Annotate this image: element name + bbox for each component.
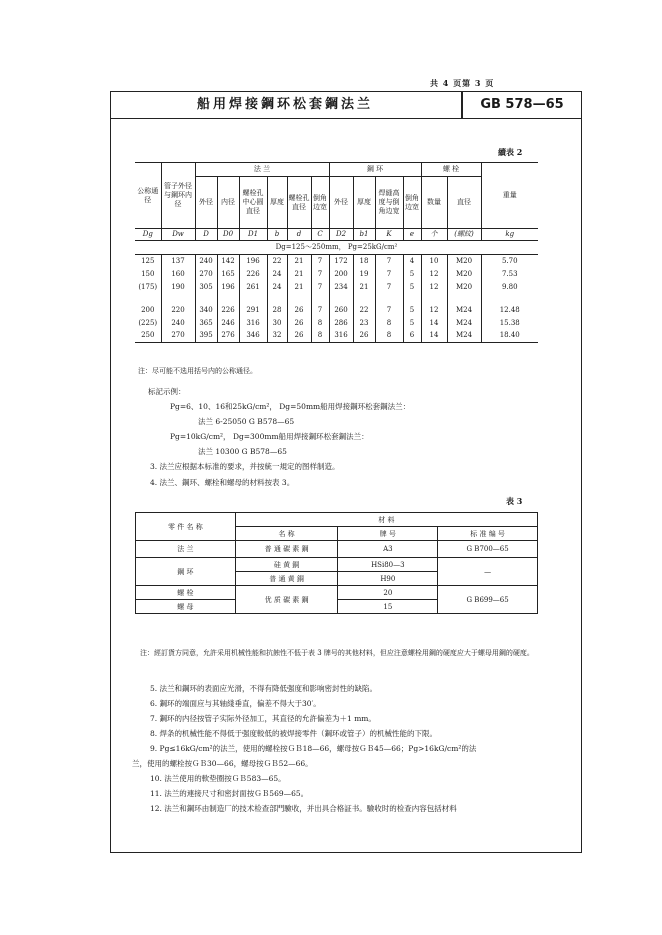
symbol-cell: Dg <box>135 229 161 241</box>
symbol-cell: (螺紋) <box>447 229 481 241</box>
symbol-cell: d <box>287 229 311 241</box>
table2-note: 注：尽可能不选用括号内的公称通径。 <box>138 367 257 375</box>
clause-item: 4. 法兰、鋼环、螺栓和螺母的材料按表 3。 <box>150 478 295 487</box>
header-part: 零 件 名 称 <box>136 513 236 541</box>
clause-item: 9. Pg≤16kG/cm²的法兰，使用的螺栓按ＧＢ18—66，螺母按ＧＢ45—66；Pg>16kG/cm²的法 <box>150 744 477 753</box>
pressure-condition: Dg=125～250mm， Pg=25kG/cm² <box>135 241 538 255</box>
header-ring: 鋼 环 <box>329 163 421 177</box>
header-bolt-dia: 直径 <box>447 177 481 229</box>
header-bolt: 螺 栓 <box>421 163 481 177</box>
symbol-cell: Dw <box>161 229 195 241</box>
table-row: 法 兰 普 通 碳 素 鋼 A3 G B700—65 <box>136 541 538 558</box>
clause-item: 10. 法兰使用的軟垫圈按ＧＢ583—65。 <box>150 774 286 783</box>
symbol-cell: D <box>195 229 217 241</box>
marking-line: Pg=6、10、16和25kG/cm²， Dg=50mm船用焊接鋼环松套鋼法兰： <box>170 402 411 411</box>
header-ring-chamfer: 倒角边宽 <box>403 177 421 229</box>
header-nominal: 公称通径 <box>135 163 161 229</box>
header-bolt-hole: 螺栓孔直径 <box>287 177 311 229</box>
header-pipe: 管子外径与鋼环内径 <box>161 163 195 229</box>
symbol-cell: 个 <box>421 229 447 241</box>
table-row: 200 220 340 226 291 28 26 7 260 22 7 5 12 M24 12.48 <box>135 304 538 317</box>
symbol-cell: kg <box>481 229 538 241</box>
table-row: 250 270 395 276 346 32 26 8 316 26 8 6 14 M24 18.40 <box>135 330 538 343</box>
table2-caption: 續表 2 <box>498 147 523 157</box>
header-ring-outer: 外径 <box>329 177 353 229</box>
header-ring-weld: 焊縫高度与倒角边宽 <box>375 177 403 229</box>
symbol-cell: b1 <box>353 229 375 241</box>
header-ring-thickness: 厚度 <box>353 177 375 229</box>
table-row: 螺 栓 优 质 碳 素 鋼 20 G B699—65 <box>136 586 538 600</box>
header-std: 标 准 编 号 <box>438 527 538 541</box>
page-number: 共 4 页第 3 页 <box>430 78 495 88</box>
marking-title: 标記示例： <box>148 387 186 396</box>
symbol-cell: D0 <box>217 229 239 241</box>
symbol-cell: C <box>311 229 329 241</box>
table-row: 125 137 240 142 196 22 21 7 172 18 7 4 10 M20 5.70 <box>135 255 538 268</box>
marking-line: 法兰 10300 G B578—65 <box>198 447 287 456</box>
marking-line: 法兰 6-25050 G B578—65 <box>198 417 295 426</box>
table-row: (175) 190 305 196 261 24 21 7 234 21 7 5 12 M20 9.80 <box>135 281 538 294</box>
clause-item: 3. 法兰应根据本标准的要求，并按統一規定的图样制造。 <box>150 462 340 471</box>
clause-item: 8. 焊条的机械性能不得低于强度較低的被焊接零件（鋼环或管子）的机械性能的下限。 <box>150 729 438 738</box>
header-flange-inner: 内径 <box>217 177 239 229</box>
header-flange: 法 兰 <box>195 163 329 177</box>
clause-item: 兰，使用的螺栓按ＧＢ30—66，螺母按ＧＢ52—66。 <box>132 759 313 768</box>
table3-caption: 表 3 <box>506 496 523 506</box>
title-box <box>110 91 582 119</box>
header-flange-thickness: 厚度 <box>267 177 287 229</box>
header-weight: 重量 <box>481 163 538 229</box>
table-row: 螺 母 15 <box>136 600 538 614</box>
table3-note: 注：經訂貨方同意，允許采用机械性能和抗蝕性不低于表 3 牌号的其他材料，但应注意螺栓用鋼的硬度应大于螺母用鋼的硬度。 <box>140 649 534 657</box>
clause-item: 7. 鋼环的内径按管子实际外径加工，其直径的允許偏差为＋1 mm。 <box>150 714 376 723</box>
symbol-cell: D2 <box>329 229 353 241</box>
header-bolt-count: 数量 <box>421 177 447 229</box>
clause-item: 5. 法兰和鋼环的表面应光滑，不得有降低强度和影响密封性的缺陷。 <box>150 684 378 693</box>
material-table <box>135 512 538 614</box>
header-flange-chamfer: 倒角边宽 <box>311 177 329 229</box>
header-grade: 牌 号 <box>338 527 438 541</box>
marking-line: Pg=10kG/cm²， Dg=300mm船用焊接鋼环松套鋼法兰： <box>170 432 369 441</box>
header-material: 材 料 <box>235 513 537 527</box>
clause-item: 11. 法兰的連接尺寸和密封面按ＧＢ569—65。 <box>150 789 309 798</box>
clause-item: 6. 鋼环的端面应与其轴綫垂直，偏差不得大于30′。 <box>150 699 321 708</box>
table-row: 普 通 黄 銅 H90 <box>136 572 538 586</box>
document-title: 船用焊接鋼环松套鋼法兰 <box>196 97 373 112</box>
header-material-name: 名 称 <box>235 527 338 541</box>
symbol-cell: e <box>403 229 421 241</box>
symbol-cell: b <box>267 229 287 241</box>
table-row: 鋼 环 硅 黄 銅 HSi80—3 — <box>136 558 538 572</box>
symbol-cell: K <box>375 229 403 241</box>
header-flange-outer: 外径 <box>195 177 217 229</box>
dimension-table <box>135 162 538 343</box>
standard-number: GB 578—65 <box>480 97 564 112</box>
header-bolt-circle: 螺栓孔中心圆直径 <box>239 177 267 229</box>
symbol-cell: D1 <box>239 229 267 241</box>
clause-item: 12. 法兰和鋼环由制造厂的技术检查部門驗收，并出具合格証书。驗收时的检查内容包括材料 <box>150 804 457 813</box>
table-row: 150 160 270 165 226 24 21 7 200 19 7 5 12 M20 7.53 <box>135 268 538 281</box>
table-row: (225) 240 365 246 316 30 26 8 286 23 8 5 14 M24 15.38 <box>135 317 538 330</box>
